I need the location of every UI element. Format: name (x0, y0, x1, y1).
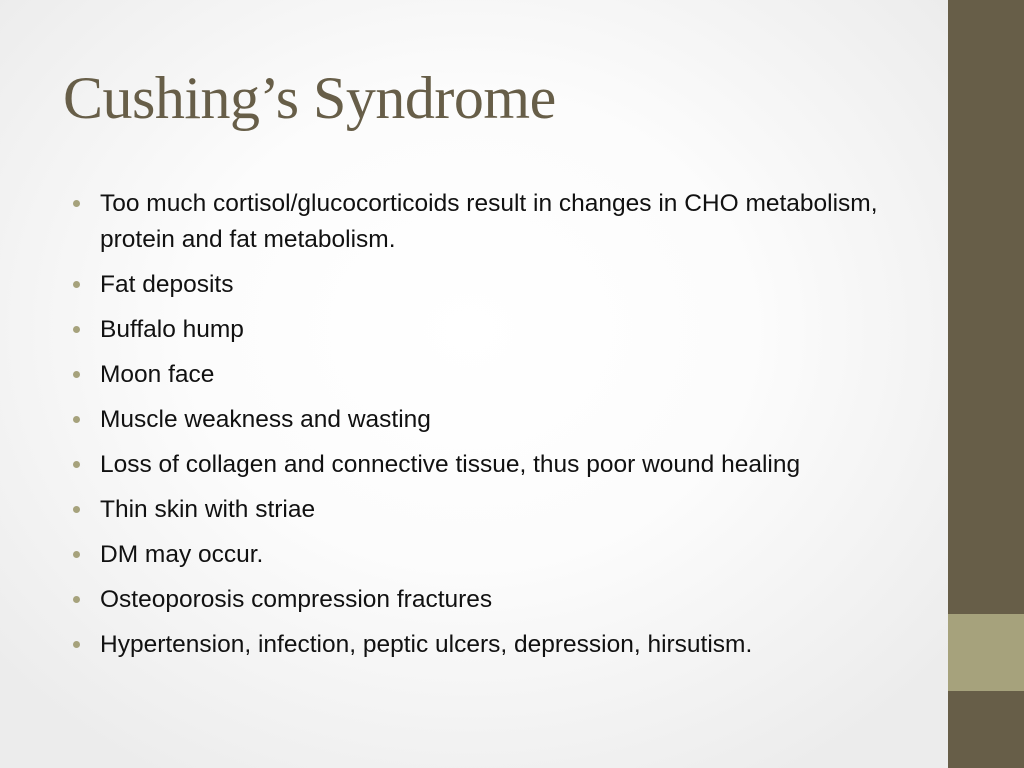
bullet-item (72, 582, 892, 618)
bullet-item (72, 402, 892, 438)
bullet-text: Thin skin with striae (100, 496, 316, 523)
slide-title: Cushing’s Syndrome (63, 65, 556, 131)
bullet-dot-icon (73, 326, 80, 333)
bullet-item (72, 537, 892, 573)
bullet-item (72, 186, 892, 258)
bullet-text: DM may occur. (100, 541, 264, 568)
bullet-item (72, 627, 892, 663)
bullet-dot-icon (73, 641, 80, 648)
bullet-text: Osteoporosis compression fractures (100, 586, 493, 613)
bullet-text: Too much cortisol/glucocorticoids result in changes in CHO metabolism, protein and fat metabolism. (100, 190, 878, 253)
bullet-item (72, 492, 892, 528)
bullet-item (72, 267, 892, 303)
bullet-text: Hypertension, infection, peptic ulcers, depression, hirsutism. (100, 631, 753, 658)
bullet-list (72, 186, 892, 672)
bullet-text: Buffalo hump (100, 316, 244, 343)
bullet-item (72, 447, 892, 483)
bullet-dot-icon (73, 461, 80, 468)
bullet-dot-icon (73, 506, 80, 513)
bullet-text: Fat deposits (100, 271, 234, 298)
bullet-dot-icon (73, 281, 80, 288)
bullet-dot-icon (73, 596, 80, 603)
bullet-item (72, 357, 892, 393)
bullet-dot-icon (73, 200, 80, 207)
bullet-text: Loss of collagen and connective tissue, thus poor wound healing (100, 451, 801, 478)
bullet-dot-icon (73, 416, 80, 423)
bullet-text: Muscle weakness and wasting (100, 406, 431, 433)
bullet-item (72, 312, 892, 348)
bullet-dot-icon (73, 551, 80, 558)
bullet-text: Moon face (100, 361, 215, 388)
bullet-dot-icon (73, 371, 80, 378)
side-accent-block (948, 614, 1024, 691)
